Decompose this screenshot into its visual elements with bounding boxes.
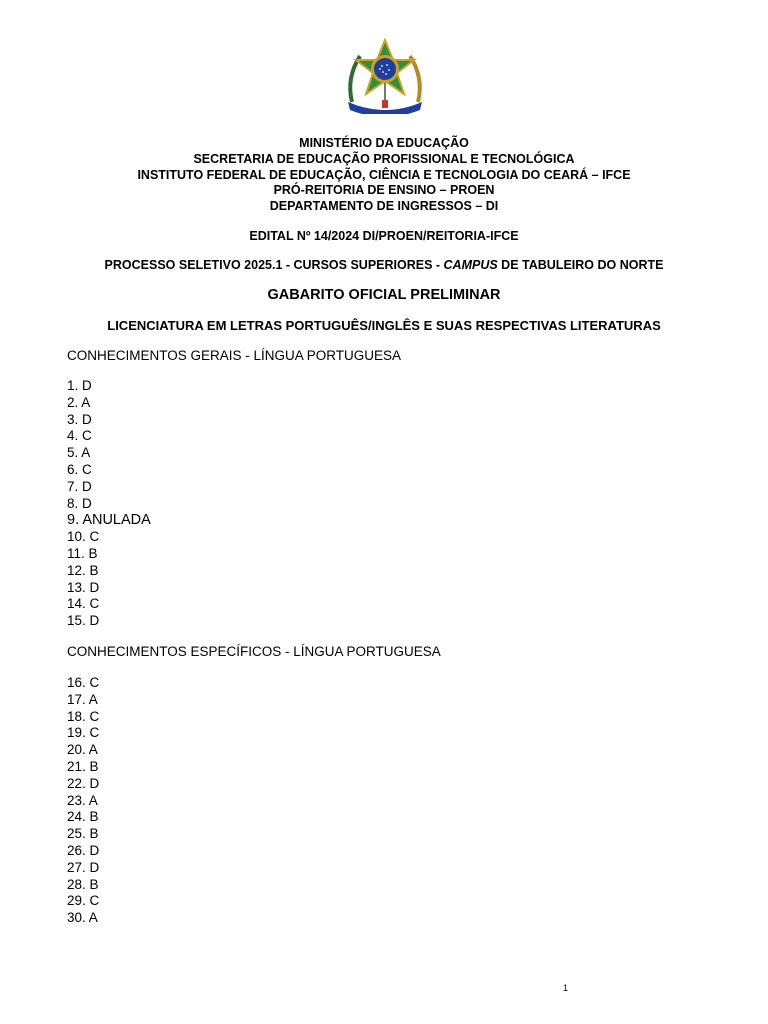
- answer-item: 30. A: [67, 910, 98, 926]
- answer-item: 8. D: [67, 495, 92, 511]
- answer-item: 9. ANULADA: [67, 512, 151, 529]
- answer-item: 28. B: [67, 876, 99, 892]
- header-institute: INSTITUTO FEDERAL DE EDUCAÇÃO, CIÊNCIA E TECNOLOGIA DO CEARÁ – IFCE: [137, 168, 631, 182]
- answer-item: 5. A: [67, 445, 91, 461]
- coat-of-arms-icon: [342, 38, 428, 114]
- answer-item: 26. D: [67, 842, 100, 858]
- processo-campus-word: CAMPUS: [443, 258, 498, 272]
- answer-item: 11. B: [67, 545, 98, 561]
- processo-prefix: PROCESSO SELETIVO 2025.1 - CURSOS SUPERIORES -: [104, 258, 444, 272]
- header-secretariat: SECRETARIA DE EDUCAÇÃO PROFISSIONAL E TECNOLÓGICA: [193, 152, 575, 166]
- page-title: GABARITO OFICIAL PRELIMINAR: [267, 287, 501, 303]
- edital-number: EDITAL Nº 14/2024 DI/PROEN/REITORIA-IFCE: [249, 229, 519, 243]
- answer-list-general: [67, 378, 151, 630]
- answer-item: 20. A: [67, 742, 98, 758]
- answer-item: 24. B: [67, 809, 99, 825]
- answer-item: 29. C: [67, 893, 100, 909]
- answer-item: 21. B: [67, 758, 99, 774]
- answer-item: 19. C: [67, 725, 100, 741]
- processo-suffix: DE TABULEIRO DO NORTE: [497, 258, 664, 272]
- section-title-general: CONHECIMENTOS GERAIS - LÍNGUA PORTUGUESA: [67, 348, 402, 363]
- header-ministry: MINISTÉRIO DA EDUCAÇÃO: [299, 136, 469, 150]
- answer-item: 17. A: [67, 691, 98, 707]
- answer-item: 1. D: [67, 378, 92, 393]
- page-number: 1: [563, 983, 569, 993]
- header-department: DEPARTAMENTO DE INGRESSOS – DI: [269, 199, 499, 213]
- answer-item: 23. A: [67, 792, 98, 808]
- section-title-specific: CONHECIMENTOS ESPECÍFICOS - LÍNGUA PORTUGUESA: [67, 644, 441, 659]
- answer-item: 13. D: [67, 579, 100, 595]
- answer-item: 18. C: [67, 708, 100, 724]
- answer-item: 3. D: [67, 411, 92, 427]
- answer-item: 2. A: [67, 394, 91, 410]
- answer-list-specific: [67, 675, 99, 927]
- answer-item: 7. D: [67, 478, 92, 494]
- answer-item: 16. C: [67, 675, 100, 690]
- answer-item: 14. C: [67, 596, 100, 612]
- answer-item: 25. B: [67, 826, 99, 842]
- processo-seletivo: [0, 258, 768, 272]
- answer-item: 12. B: [67, 562, 99, 578]
- answer-item: 15. D: [67, 613, 100, 629]
- answer-item: 27. D: [67, 859, 100, 875]
- course-name: LICENCIATURA EM LETRAS PORTUGUÊS/INGLÊS E SUAS RESPECTIVAS LITERATURAS: [107, 318, 661, 333]
- header-pro-rectorate: PRÓ-REITORIA DE ENSINO – PROEN: [273, 183, 495, 197]
- answer-item: 6. C: [67, 461, 92, 477]
- answer-item: 10. C: [67, 529, 100, 545]
- answer-item: 4. C: [67, 428, 92, 444]
- answer-item: 22. D: [67, 775, 100, 791]
